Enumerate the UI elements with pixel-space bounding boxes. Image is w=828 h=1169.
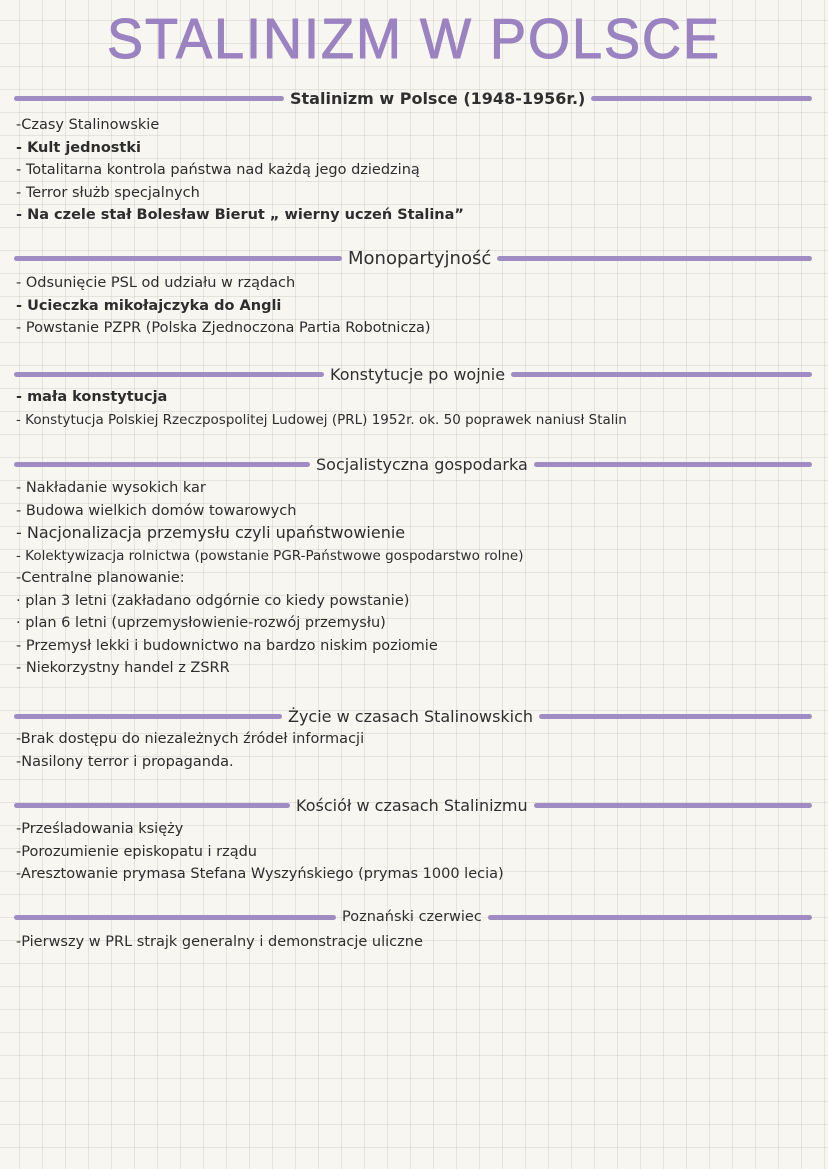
section-title: Poznański czerwiec [342, 909, 482, 925]
section-heading-zycie [14, 704, 812, 728]
divider-line [14, 915, 336, 920]
list-item: - Przemysł lekki i budownictwo na bardzo niskim poziomie [16, 637, 438, 654]
section-heading-kosciol [14, 793, 812, 817]
section-heading-konstytucje [14, 362, 812, 386]
list-item: -Centralne planowanie: [16, 570, 185, 586]
divider-line [14, 714, 282, 719]
section-list-poznanski [16, 931, 806, 954]
list-item: -Porozumienie episkopatu i rządu [16, 843, 257, 860]
divider-line [14, 462, 310, 467]
list-item: - Odsunięcie PSL od udziału w rządach [16, 275, 296, 291]
section-title: Socjalistyczna gospodarka [316, 454, 528, 474]
divider-line [511, 372, 812, 377]
list-item: - Ucieczka mikołajczyka do Angli [16, 297, 282, 314]
list-item: - Powstanie PZPR (Polska Zjednoczona Partia Robotnicza) [16, 320, 431, 336]
list-item: -Brak dostępu do niezależnych źródeł informacji [16, 731, 365, 747]
section-heading-poznanski [14, 905, 812, 929]
section-list-kosciol [16, 818, 806, 886]
page-title: STALINIZM W POLSCE [106, 7, 722, 71]
divider-line [488, 915, 812, 920]
section-list-gospodarka [16, 477, 806, 680]
list-item: - Konstytucja Polskiej Rzeczpospolitej Ludowej (PRL) 1952r. ok. 50 poprawek naniusł Stalin [16, 411, 627, 428]
list-item: -Prześladowania księży [16, 821, 184, 837]
section-title: Konstytucje po wojnie [330, 364, 506, 384]
divider-line [534, 803, 812, 808]
section-list-konstytucje [16, 386, 806, 431]
list-item: - Budowa wielkich domów towarowych [16, 502, 297, 519]
list-item: - mała konstytucja [16, 389, 168, 405]
list-item: - Terror służb specjalnych [16, 184, 200, 201]
list-item: · plan 3 letni (zakładano odgórnie co kiedy powstanie) [16, 592, 410, 609]
section-title: Monopartyjność [348, 247, 492, 269]
divider-line [14, 256, 342, 261]
divider-line [14, 372, 324, 377]
divider-line [14, 803, 290, 808]
section-title: Stalinizm w Polsce (1948-1956r.) [290, 88, 586, 108]
list-item: - Nacjonalizacja przemysłu czyli upaństwowienie [16, 523, 406, 542]
section-list-stalinizm [16, 114, 806, 227]
list-item: - Nakładanie wysokich kar [16, 480, 206, 496]
divider-line [497, 256, 812, 261]
divider-line [14, 96, 284, 101]
list-item: - Kolektywizacja rolnictwa (powstanie PGR-Państwowe gospodarstwo rolne) [16, 547, 524, 564]
section-heading-gospodarka [14, 452, 812, 476]
list-item: -Aresztowanie prymasa Stefana Wyszyńskiego (prymas 1000 lecia) [16, 866, 504, 882]
section-list-zycie [16, 728, 806, 773]
list-item: · plan 6 letni (uprzemysłowienie-rozwój przemysłu) [16, 615, 386, 631]
list-item: - Na czele stał Bolesław Bierut „ wierny uczeń Stalina” [16, 207, 464, 223]
section-title: Życie w czasach Stalinowskich [288, 706, 534, 726]
list-item: - Kult jednostki [16, 139, 141, 156]
section-heading-stalinizm [14, 86, 812, 110]
list-item: -Czasy Stalinowskie [16, 117, 160, 133]
section-list-monopartyjnosc [16, 272, 806, 340]
section-heading-monopartyjnosc [14, 246, 812, 270]
list-item: - Niekorzystny handel z ZSRR [16, 660, 230, 676]
divider-line [534, 462, 812, 467]
divider-line [591, 96, 812, 101]
list-item: -Pierwszy w PRL strajk generalny i demonstracje uliczne [16, 934, 423, 950]
divider-line [539, 714, 812, 719]
section-title: Kościół w czasach Stalinizmu [296, 795, 528, 815]
list-item: - Totalitarna kontrola państwa nad każdą jego dziedziną [16, 162, 420, 178]
list-item: -Nasilony terror i propaganda. [16, 753, 234, 770]
